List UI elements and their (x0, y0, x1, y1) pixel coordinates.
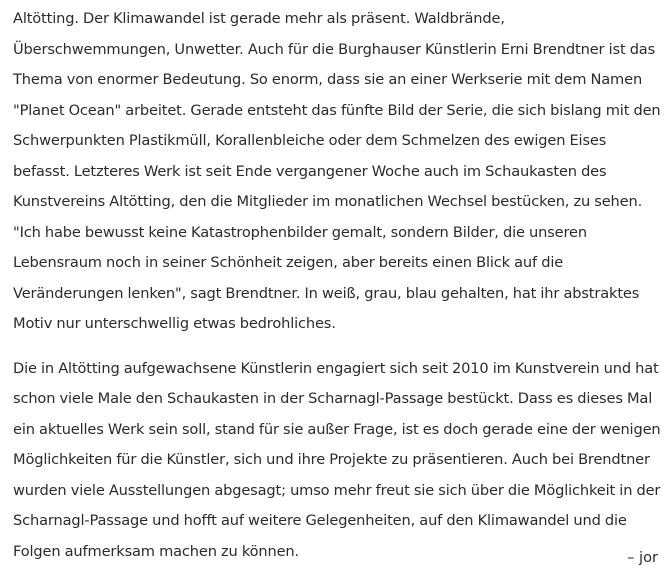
author-signature: – jor (627, 549, 658, 566)
article-paragraph-1: Altötting. Der Klimawandel ist gerade mehr als präsent. Waldbrände, Überschwemmungen, Unwetter. Auch für die Burghauser Künstlerin Erni Brendtner ist das Thema von enormer Bedeutung. So enorm, dass sie an einer Werkserie mit dem Namen "Planet Ocean" arbeitet. Gerade entsteht das fünfte Bild der Serie, die sich bislang mit den Schwerpunkten Plastikmüll, Korallenbleiche oder dem Schmelzen des ewigen Eises befasst. Letzteres Werk ist seit Ende vergangener Woche auch im Schaukasten des Kunstvereins Altötting, den die Mitglieder im monatlichen Wechsel bestücken, zu sehen. "Ich habe bewusst keine Katastrophenbilder gemalt, sondern Bilder, die unseren Lebensraum noch in seiner Schönheit zeigen, aber bereits einen Blick auf die Veränderungen lenken", sagt Brendtner. In weiß, grau, blau gehalten, hat ihr abstraktes Motiv nur unterschwellig etwas bedrohliches. (13, 10, 661, 332)
article-body (13, 4, 665, 581)
article-paragraph-2: Die in Altötting aufgewachsene Künstlerin engagiert sich seit 2010 im Kunstverein und hat schon viele Male den Schaukasten in der Scharnagl-Passage bestückt. Dass es dieses Mal ein aktuelles Werk sein soll, stand für sie außer Frage, ist es doch gerade eine der wenigen Möglichkeiten für die Künstler, sich und ihre Projekte zu präsentieren. Auch bei Brendtner wurden viele Ausstellungen abgesagt; umso mehr freut sie sich über die Möglichkeit in der Scharnagl-Passage und hofft auf weitere Gelegenheiten, auf den Klimawandel und die Folgen aufmerksam machen zu können. (13, 359, 661, 560)
